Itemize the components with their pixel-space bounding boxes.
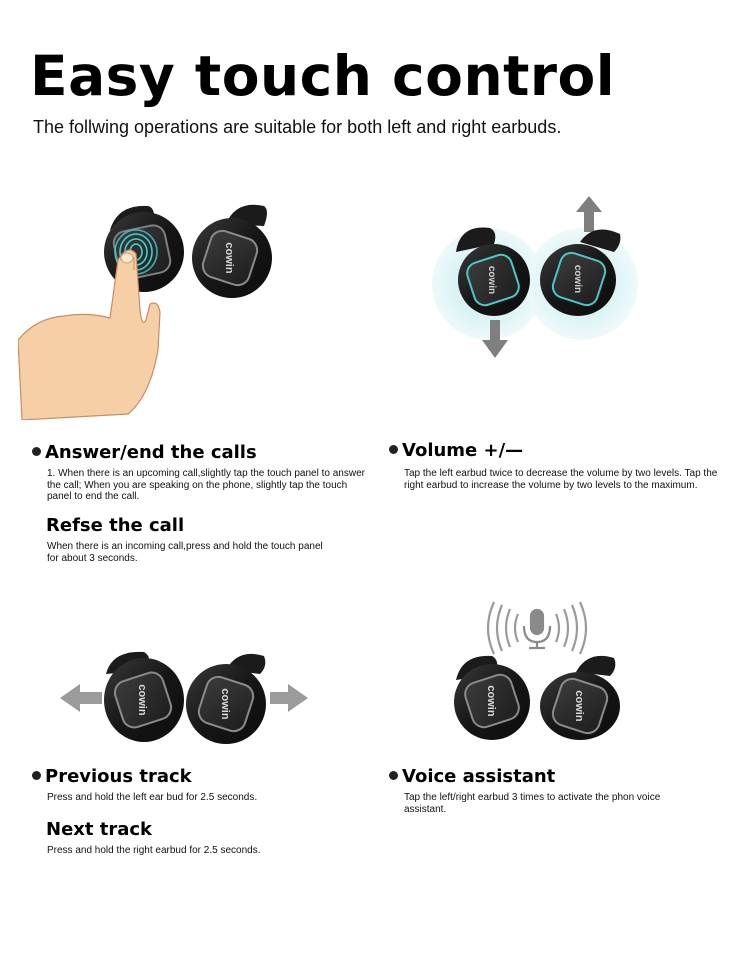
brand-logo: cowin — [573, 690, 585, 722]
voice-text: Tap the left/right earbud 3 times to activate the phon voice assistant. — [404, 792, 661, 815]
next-heading: Next track — [46, 819, 153, 840]
right-earbud-icon — [186, 654, 266, 744]
refuse-text: When there is an incoming call,press and hold the touch panel for about 3 seconds. — [47, 541, 323, 564]
volume-illustration — [430, 192, 640, 367]
bullet-icon — [32, 771, 41, 780]
left-earbud-icon — [104, 652, 184, 742]
voice-illustration — [452, 598, 624, 743]
bullet-icon — [389, 445, 398, 454]
previous-heading: Previous track — [32, 766, 192, 788]
touch-illustration — [18, 200, 288, 420]
volume-text: Tap the left earbud twice to decrease the volume by two levels. Tap the right earbud to increase the volume by two levels to the maximum. — [404, 468, 718, 491]
page-subtitle: The follwing operations are suitable for both left and right earbuds. — [33, 117, 562, 137]
previous-text: Press and hold the left ear bud for 2.5 seconds. — [47, 792, 258, 803]
brand-logo: cowin — [572, 264, 583, 294]
refuse-heading: Refse the call — [46, 515, 185, 536]
right-earbud-icon — [192, 205, 272, 298]
next-text: Press and hold the right earbud for 2.5 seconds. — [47, 845, 261, 856]
brand-logo: cowin — [486, 265, 497, 295]
brand-logo: cowin — [136, 684, 148, 716]
bullet-icon — [32, 447, 41, 456]
bullet-icon — [389, 771, 398, 780]
page-title: Easy touch control — [30, 44, 616, 108]
brand-logo: cowin — [219, 688, 231, 720]
brand-logo: cowin — [223, 242, 235, 274]
left-arrow-icon — [60, 684, 102, 712]
answer-heading: Answer/end the calls — [32, 442, 257, 464]
brand-logo: cowin — [485, 685, 497, 717]
right-arrow-icon — [270, 684, 308, 712]
right-earbud-icon — [540, 656, 620, 740]
up-arrow-icon — [576, 196, 602, 232]
tracks-illustration — [58, 648, 310, 750]
answer-text: 1. When there is an upcoming call,slightly tap the touch panel to answer the call; When you are speaking on the phone, slightly tap the touch panel to end the call. — [47, 468, 365, 502]
microphone-icon — [524, 610, 550, 648]
left-earbud-icon — [454, 656, 530, 740]
volume-heading: Volume +/— — [389, 440, 523, 462]
voice-heading: Voice assistant — [389, 766, 555, 788]
